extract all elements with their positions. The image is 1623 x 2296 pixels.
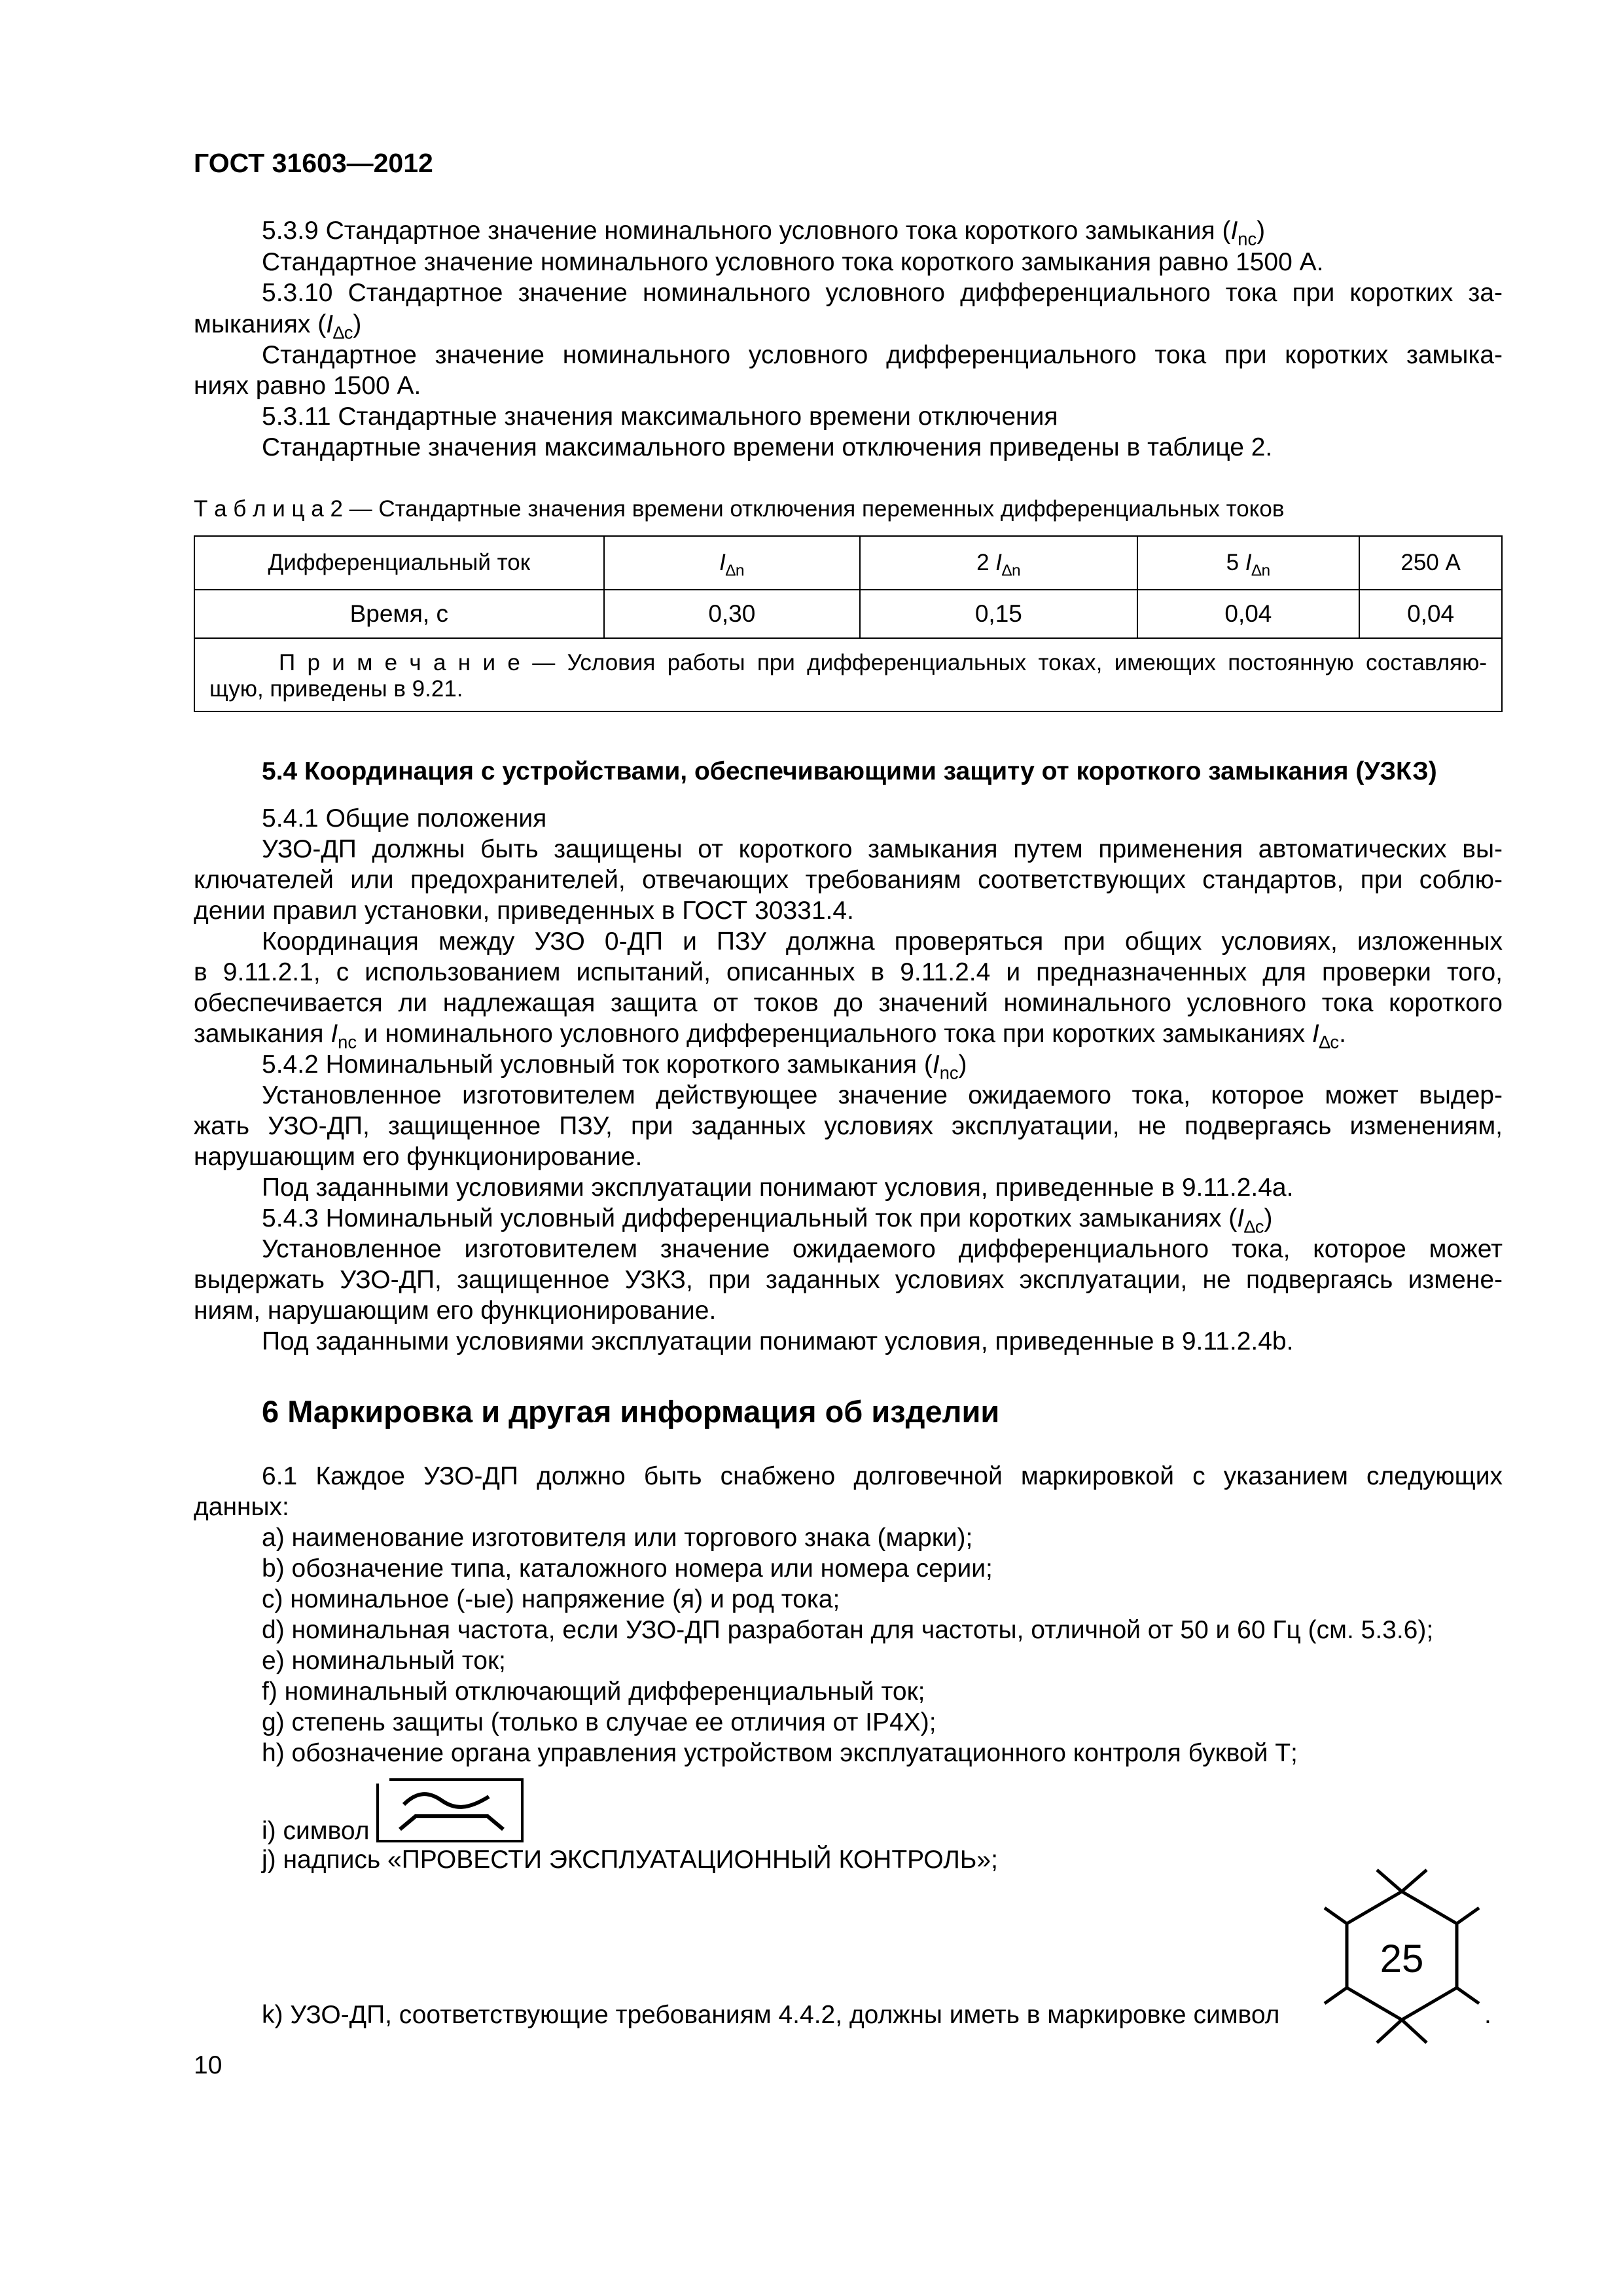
symbol-I: I [719,550,726,575]
symbol-I: I [1230,217,1238,245]
clause-5-4-2-p2: Под заданными условиями эксплуатации понимают условия, приведенные в 9.11.2.4а. [262,1174,1294,1202]
clause-5-3-10-text-line2: ниях равно 1500 А. [194,372,421,400]
list-item: e) номинальный ток; [262,1647,506,1675]
table-cell: 0,30 [604,590,861,638]
clause-5-4-3-title: 5.4.3 Номинальный условный дифференциальный ток при коротких замыканиях $(I_{\Delta c})$ [262,1204,1273,1237]
table-row [194,590,1502,638]
page-number: 10 [194,2051,223,2079]
clause-5-3-11-text: Стандартные значения максимального времени отключения приведены в таблице 2. [262,433,1273,461]
table-note-text: — Условия работы при дифференциальных токах, имеющих постоянную составляю- [520,650,1487,675]
symbol-I: I [326,310,334,338]
table-caption-text: 2 — Стандартные значения времени отключения переменных дифференциальных токов [323,496,1285,522]
multiplier: 2 [976,550,996,575]
clause-5-4-1-p1-line1: УЗО-ДП должны быть защищены от короткого замыкания путем применения автоматических вы- [262,835,1503,863]
test-device-symbol-icon [376,1777,524,1842]
table-note-line1 [209,650,1487,676]
table-cell: 0,15 [860,590,1137,638]
list-item: h) обозначение органа управления устройством эксплуатационного контроля буквой Т; [262,1739,1298,1767]
clause-text: и номинального условного дифференциального тока при коротких замыканиях [357,1020,1312,1048]
symbol-subscript: ∆n [1002,562,1021,580]
clause-5-4-1-p1-line2: ключателей или предохранителей, отвечающих требованиям соответствующих стандартов, при соблю- [194,866,1503,894]
table-note-cell [194,638,1502,711]
table-header-row [194,536,1502,590]
symbol-I: I [1237,1204,1245,1232]
section-5-4-title: 5.4 Координация с устройствами, обеспечивающими защиту от короткого замыкания (УЗКЗ) [262,757,1437,785]
list-item: f) номинальный отключающий дифференциальный ток; [262,1677,925,1706]
symbol-subscript: nc [1238,228,1257,249]
clause-text: замыкания [194,1020,331,1048]
clause-6-1-line1: 6.1 Каждое УЗО-ДП должно быть снабжено долговечной маркировкой с указанием следующих [262,1462,1503,1490]
clause-5-4-2-p1-line2: жать УЗО-ДП, защищенное ПЗУ, при заданных условиях эксплуатации, не подвергаясь изменениям, [194,1112,1503,1140]
clause-text: 5.4.2 Номинальный условный ток короткого замыкания ( [262,1050,933,1079]
symbol-I: I [330,1020,338,1048]
clause-text: 5.3.9 Стандартное значение номинального условного тока короткого замыкания ( [262,217,1231,245]
symbol-I: I [1311,1020,1319,1048]
clause-5-4-3-p1-line1: Установленное изготовителем значение ожидаемого дифференциального тока, которое может [262,1235,1503,1263]
table-cell: 0,04 [1137,590,1360,638]
table-note-row [194,638,1502,711]
table-cell: Время, с [194,590,604,638]
symbol-I: I [1245,550,1252,575]
clause-text: мыканиях ( [194,310,327,338]
clause-5-3-10-title-line2: мыканиях $(I_{\Delta c})$ [194,310,362,343]
list-item: b) обозначение типа, каталожного номера или номера серии; [262,1554,993,1583]
clause-5-4-1-p2-line3: обеспечивается ли надлежащая защита от токов до значений номинального условного тока короткого [194,989,1503,1017]
clause-5-3-10-title-line1: 5.3.10 Стандартное значение номинального условного дифференциального тока при коротких за- [262,279,1503,307]
symbol-subscript: ∆c [333,322,353,343]
table-header-cell: 250 А [1359,536,1502,590]
symbol-I: I [932,1050,940,1079]
clause-5-4-3-p1-line2: выдержать УЗО-ДП, защищенное УЗКЗ, при заданных условиях эксплуатации, не подвергаясь измене- [194,1266,1503,1294]
list-item: g) степень защиты (только в случае ее отличия от IP4X); [262,1708,936,1736]
clause-5-3-9-title: 5.3.9 Стандартное значение номинального условного тока короткого замыкания $(I_{nc})$ [262,217,1266,249]
clause-5-4-1-p2-line2: в 9.11.2.1, с использованием испытаний, описанных в 9.11.2.4 и предназначенных для проверки того, [194,958,1503,986]
symbol-subscript: ∆c [1244,1216,1264,1237]
symbol-subscript: nc [939,1062,959,1083]
table-2 [194,535,1503,712]
clause-5-4-1-p2-line1: Координация между УЗО 0-ДП и ПЗУ должна проверяться при общих условиях, изложенных [262,927,1503,956]
clause-5-4-2-title: 5.4.2 Номинальный условный ток короткого замыкания $(I_{nc})$ [262,1050,967,1083]
clause-6-1-line2: данных: [194,1493,289,1521]
table-header-cell [604,536,861,590]
table-cell: 0,04 [1359,590,1502,638]
list-item-i: i) символ [262,1817,370,1845]
document-header: ГОСТ 31603—2012 [194,148,433,178]
clause-5-4-1-p1-line3: дении правил установки, приведенных в ГОСТ 30331.4. [194,897,854,925]
section-6-title: 6 Маркировка и другая информация об изделии [262,1394,1000,1429]
hexagon-number: 25 [1380,1937,1424,1981]
hexagon-marking-symbol-icon [1317,1869,1487,2045]
clause-5-3-11-title: 5.3.11 Стандартные значения максимального времени отключения [262,403,1058,431]
list-item-k: k) УЗО-ДП, соответствующие требованиям 4.4.2, должны иметь в маркировке символ [262,2001,1280,2029]
table-note-prefix: П р и м е ч а н и е [279,650,520,675]
clause-text: 5.4.3 Номинальный условный дифференциальный ток при коротких замыканиях ( [262,1204,1238,1232]
clause-5-4-1-title: 5.4.1 Общие положения [262,804,547,833]
table-header-cell [860,536,1137,590]
clause-5-4-2-p1-line3: нарушающим его функционирование. [194,1143,643,1171]
symbol-subscript: nc [338,1031,357,1052]
list-item: a) наименование изготовителя или торгового знака (марки); [262,1524,973,1552]
table-header-cell [1137,536,1360,590]
clause-5-3-9-text: Стандартное значение номинального условного тока короткого замыкания равно 1500 А. [262,248,1324,276]
clause-5-4-3-p2: Под заданными условиями эксплуатации понимают условия, приведенные в 9.11.2.4b. [262,1327,1294,1355]
table-header-cell: Дифференциальный ток [194,536,604,590]
list-item-k-end: . [1484,2001,1491,2029]
multiplier: 5 [1226,550,1245,575]
table-caption [194,496,1284,522]
clause-5-4-2-p1-line1: Установленное изготовителем действующее значение ожидаемого тока, которое может выдер- [262,1081,1503,1109]
clause-5-4-1-p2-line4: замыкания $I_{nc}$ и номинального условного дифференциального тока при коротких замыканиях $I_{\Delta c}$. [194,1020,1346,1052]
symbol-I: I [995,550,1002,575]
symbol-subscript: ∆n [725,562,745,580]
list-item: d) номинальная частота, если УЗО-ДП разработан для частоты, отличной от 50 и 60 Гц (см. 5.3.6); [262,1616,1434,1644]
table-note-line2: щую, приведены в 9.21. [209,676,463,702]
clause-5-4-3-p1-line3: ниям, нарушающим его функционирование. [194,1297,717,1325]
list-item-j: j) надпись «ПРОВЕСТИ ЭКСПЛУАТАЦИОННЫЙ КОНТРОЛЬ»; [262,1846,998,1874]
symbol-subscript: ∆n [1251,562,1271,580]
list-item: c) номинальное (-ые) напряжение (я) и род тока; [262,1585,840,1613]
symbol-subscript: ∆c [1319,1031,1340,1052]
clause-5-3-10-text-line1: Стандартное значение номинального условного дифференциального тока при коротких замыка- [262,341,1503,369]
table-caption-prefix: Т а б л и ц а [194,496,324,522]
